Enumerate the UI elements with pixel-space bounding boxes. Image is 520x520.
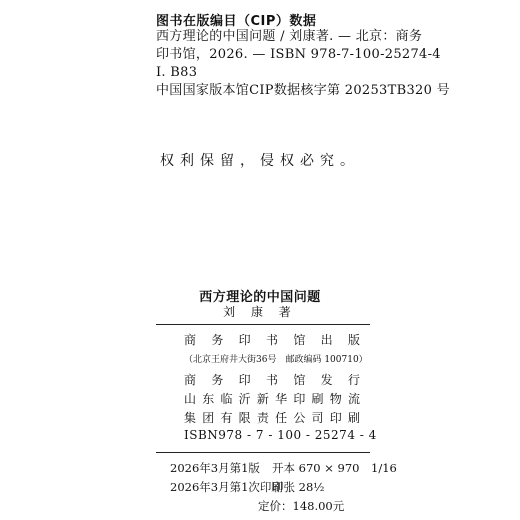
cip-line-isbn: 印书馆，2026. — ISBN 978-7-100-25274-4 xyxy=(156,47,441,62)
cip-line-record-number: 中国国家版本馆CIP数据核字第 20253TB320 号 xyxy=(156,83,450,98)
printer-char: 流 xyxy=(347,392,360,406)
isbn-number: 978 - 7 - 100 - 25274 - 4 xyxy=(218,428,377,442)
distributor-char: 馆 xyxy=(293,373,306,387)
cip-line-classification: Ⅰ. B83 xyxy=(156,65,198,80)
printer-char: 责 xyxy=(256,411,269,425)
book-title: 西方理论的中国问题 xyxy=(199,290,321,305)
distributor-char: 商 xyxy=(184,373,197,387)
publisher-char: 版 xyxy=(347,333,360,347)
publisher-char: 书 xyxy=(265,333,278,347)
distributor-char: 行 xyxy=(347,373,360,387)
printer-char: 公 xyxy=(293,411,306,425)
cip-line-title: 西方理论的中国问题 / 刘康著. — 北京：商务 xyxy=(156,29,423,44)
isbn-label: ISBN xyxy=(184,428,219,442)
distributor-char: 印 xyxy=(238,373,251,387)
first-printing: 2026年3月第1次印刷 xyxy=(170,480,283,494)
isbn-line xyxy=(184,428,377,442)
printer-char: 临 xyxy=(220,392,233,406)
publisher-name xyxy=(184,331,360,349)
printer-char: 新 xyxy=(256,392,269,406)
distributor-char: 发 xyxy=(320,373,333,387)
publisher-char: 出 xyxy=(320,333,333,347)
printer-char: 司 xyxy=(311,411,324,425)
printer-line-2 xyxy=(184,409,360,427)
printer-char: 刷 xyxy=(311,392,324,406)
printer-line-1 xyxy=(184,390,360,408)
printer-char: 集 xyxy=(184,411,197,425)
printer-char: 华 xyxy=(275,392,288,406)
printer-char: 物 xyxy=(329,392,342,406)
divider-bottom xyxy=(156,452,370,453)
printer-char: 东 xyxy=(202,392,215,406)
printer-char: 山 xyxy=(184,392,197,406)
divider-top xyxy=(156,324,370,325)
distributor-name xyxy=(184,371,360,389)
cip-heading: 图书在版编目（CIP）数据 xyxy=(156,14,317,29)
rights-notice: 权利保留，侵权必究。 xyxy=(160,153,360,169)
printer-char: 沂 xyxy=(238,392,251,406)
price: 定价：148.00元 xyxy=(258,499,345,513)
format: 开本 670 × 970 1/16 xyxy=(272,461,397,475)
distributor-char: 书 xyxy=(265,373,278,387)
printer-char: 限 xyxy=(238,411,251,425)
first-edition: 2026年3月第1版 xyxy=(170,461,260,475)
publisher-char: 务 xyxy=(211,333,224,347)
printed-sheets: 印张 28½ xyxy=(272,480,325,494)
book-author: 刘 康 著 xyxy=(223,305,297,319)
publisher-char: 印 xyxy=(238,333,251,347)
publisher-char: 馆 xyxy=(293,333,306,347)
printer-char: 任 xyxy=(275,411,288,425)
printer-char: 印 xyxy=(293,392,306,406)
printer-char: 团 xyxy=(202,411,215,425)
distributor-char: 务 xyxy=(211,373,224,387)
printer-char: 有 xyxy=(220,411,233,425)
printer-char: 刷 xyxy=(347,411,360,425)
printer-char: 印 xyxy=(329,411,342,425)
publisher-address: （北京王府井大街36号 邮政编码 100710） xyxy=(184,355,368,365)
publisher-char: 商 xyxy=(184,333,197,347)
